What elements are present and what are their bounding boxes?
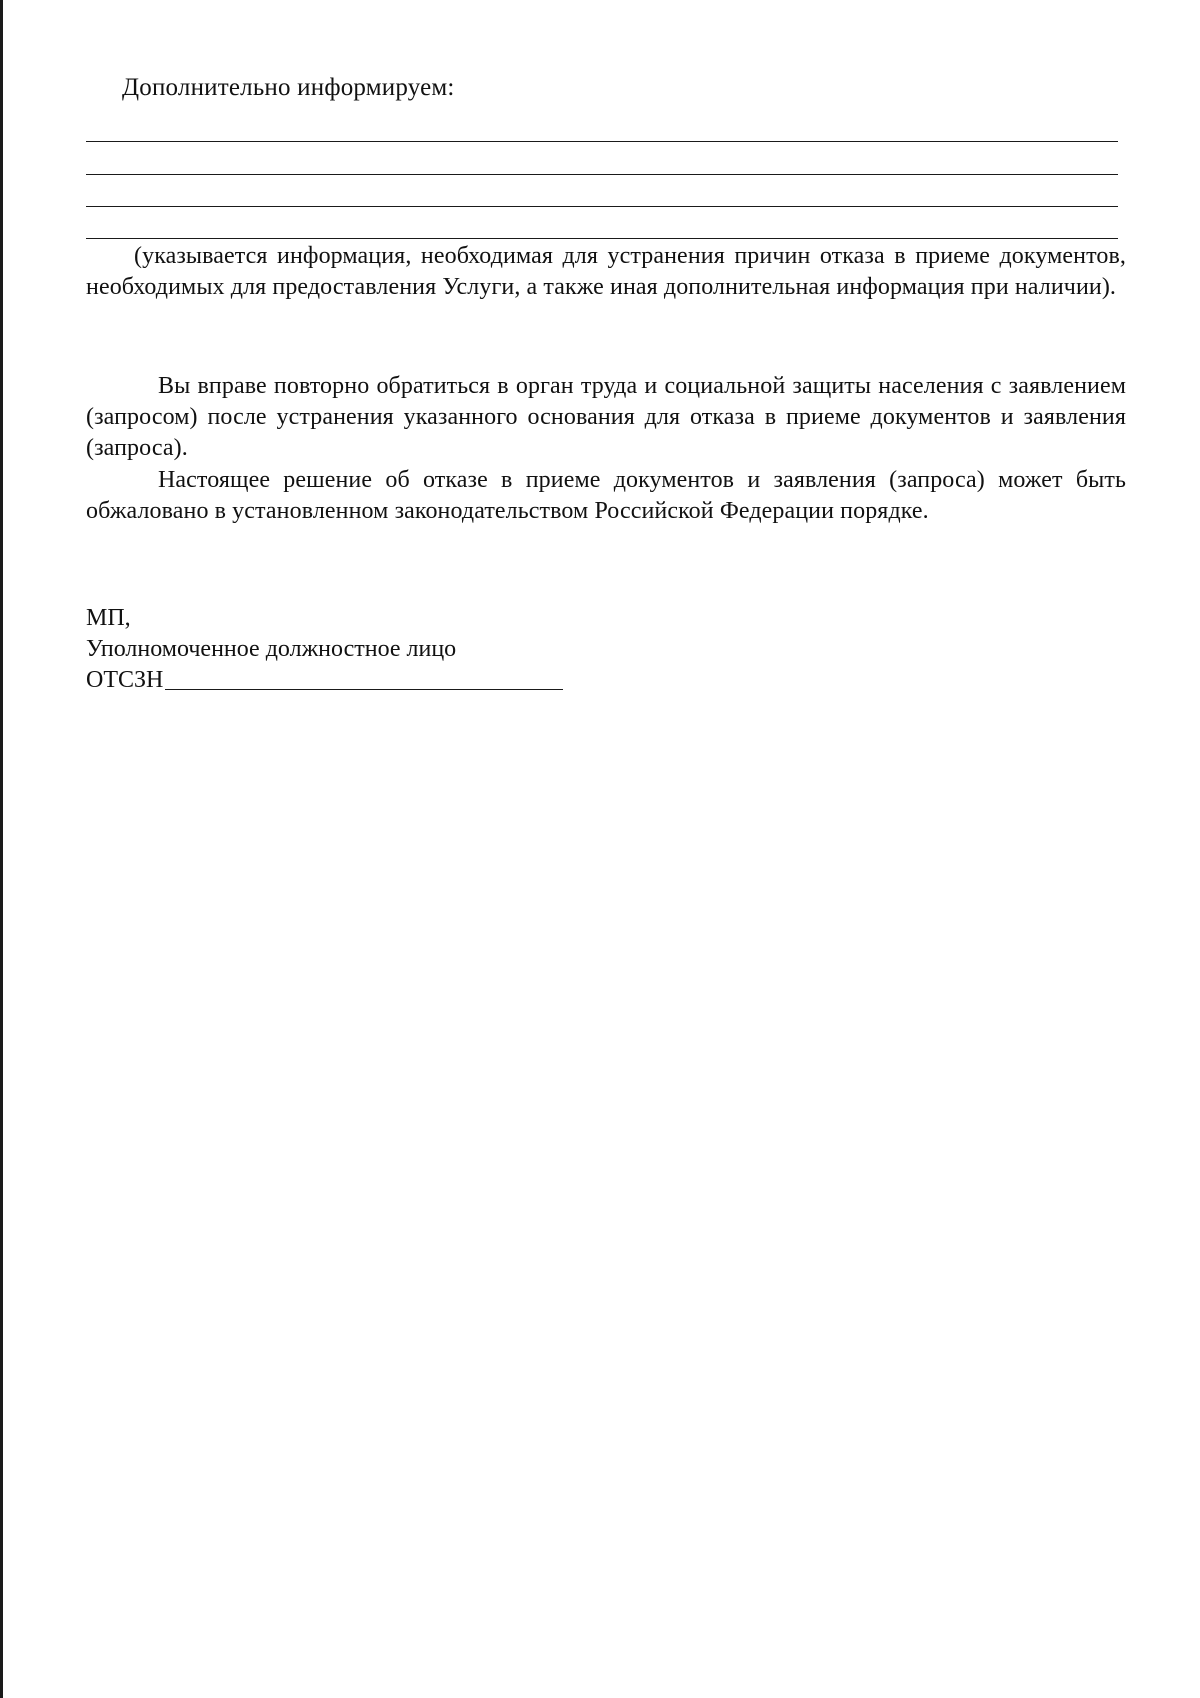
paragraph-repeat-request-text: Вы вправе повторно обратиться в орган труда и социальной защиты населения с заявлением (запросом) после устранения указанного основания для отказа в приеме документов и заявления (запроса). [86, 373, 1126, 461]
fill-line-4[interactable] [86, 238, 1118, 239]
org-label: ОТСЗН [86, 667, 164, 693]
scan-left-edge [0, 0, 3, 1698]
instruction-note [86, 241, 1126, 303]
signature-row [86, 665, 563, 696]
fill-line-2[interactable] [86, 174, 1118, 175]
instruction-note-text: (указывается информация, необходимая для устранения причин отказа в приеме документов, необходимых для предоставления Услуги, а также иная дополнительная информация при наличии). [86, 243, 1126, 300]
heading-additional-info: Дополнительно информируем: [122, 74, 455, 101]
paragraph-appeal-text: Настоящее решение об отказе в приеме документов и заявления (запроса) может быть обжаловано в установленном законодательством Российской Федерации порядке. [86, 467, 1126, 524]
stamp-label: МП, [86, 605, 131, 631]
authorized-person-label: Уполномоченное должностное лицо [86, 636, 457, 662]
paragraph-appeal [86, 465, 1126, 527]
fill-line-1[interactable] [86, 141, 1118, 142]
fill-line-3[interactable] [86, 206, 1118, 207]
document-page [86, 0, 1126, 1698]
signature-line[interactable] [165, 667, 563, 690]
paragraph-repeat-request [86, 371, 1126, 464]
